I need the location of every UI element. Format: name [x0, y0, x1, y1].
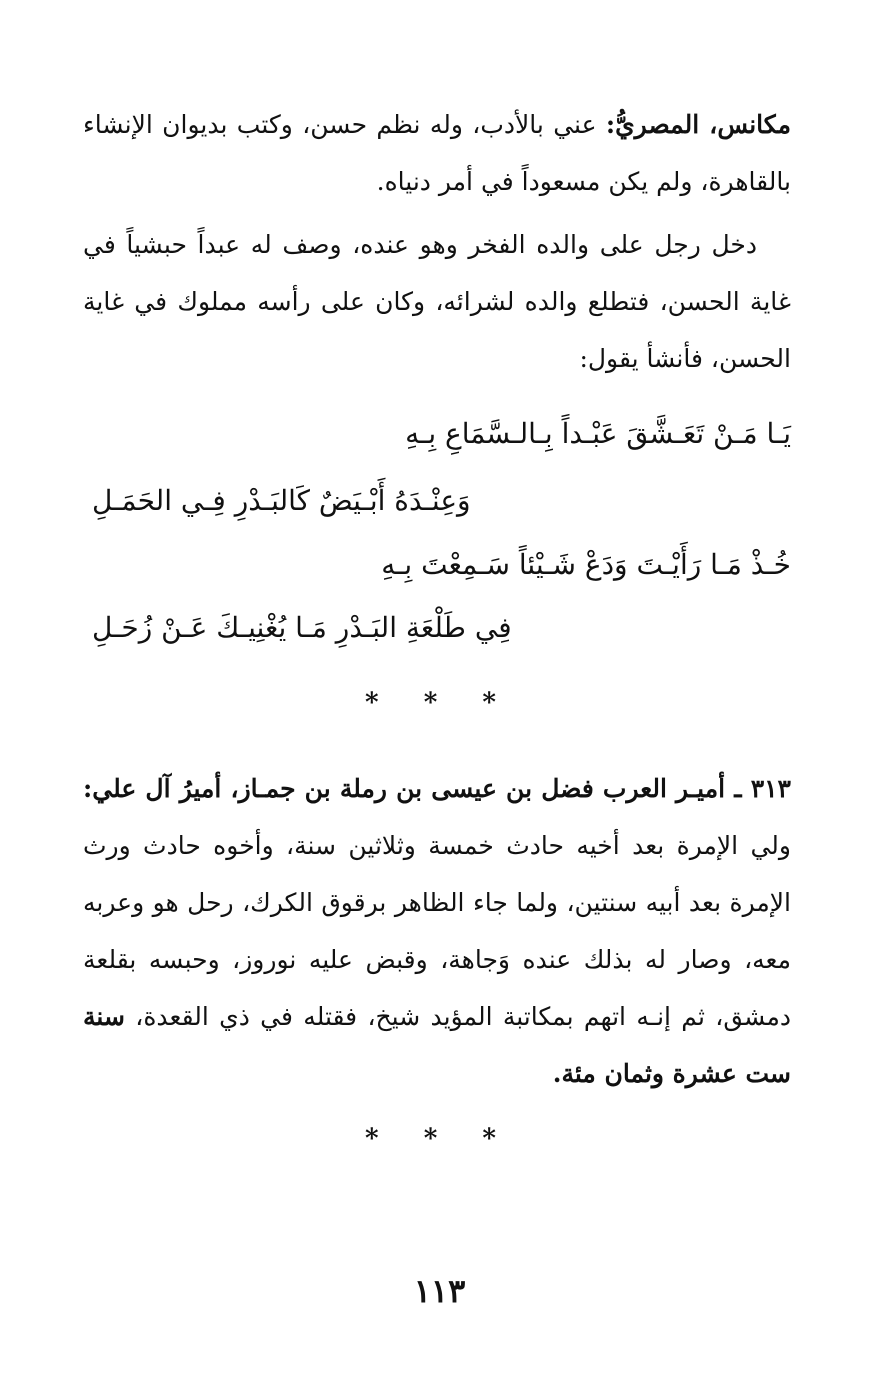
- verse-line-2: وَعِنْـدَهُ أَبْـيَضٌ كَالبَـدْرِ فِـي الحَمَـلِ: [92, 484, 471, 517]
- entry-name: مكانس، المصريُّ:: [605, 110, 791, 139]
- section-separator: * * *: [365, 688, 514, 718]
- entry-paragraph-3: [83, 760, 791, 1102]
- section-separator-2: * * *: [365, 1124, 514, 1154]
- verse-line-3: خُـذْ مَـا رَأَيْـتَ وَدَعْ شَـيْئاً سَـمِعْتَ بِـهِ: [381, 548, 791, 581]
- page-number: ١١٣: [413, 1272, 466, 1310]
- entry-paragraph-1: [83, 96, 791, 210]
- verse-line-4: فِي طَلْعَةِ البَـدْرِ مَـا يُغْنِيـكَ عَـنْ زُحَـلِ: [92, 611, 512, 644]
- entry-body: ولي الإمرة بعد أخيه حادث خمسة وثلاثين سنة، وأخوه حادث ورث الإمرة بعد أبيه سنتين، ولما جاء الظاهر برقوق الكرك، رحل هو وعربه معه، وصار له بذلك عنده وَجاهة، وقبض عليه نوروز، وحبسه بقلعة دمشق، ثم إنـه اتهم بمكاتبة المؤيد شيخ، فقتله في ذي القعدة،: [83, 831, 791, 1031]
- entry-paragraph-2: دخل رجل على والده الفخر وهو عنده، وصف له عبداً حبشياً في غاية الحسن، فتطلع والده لشرائه، وكان على رأسه مملوك في غاية الحسن، فأنشأ يقول:: [83, 230, 791, 373]
- entry-date: سنة ست عشرة وثمان مئة.: [83, 1002, 791, 1088]
- verse-line-1: يَـا مَـنْ تَعَـشَّقَ عَبْـداً بِـالـسَّمَاعِ بِـهِ: [405, 417, 791, 450]
- entry-text: عني بالأدب، وله نظم حسن، وكتب بديوان الإنشاء بالقاهرة، ولم يكن مسعوداً في أمر دنياه.: [83, 110, 791, 196]
- entry-heading: ٣١٣ ـ أميـر العرب فضل بن عيسى بن رملة بن جمـاز، أميرُ آل علي:: [83, 774, 791, 803]
